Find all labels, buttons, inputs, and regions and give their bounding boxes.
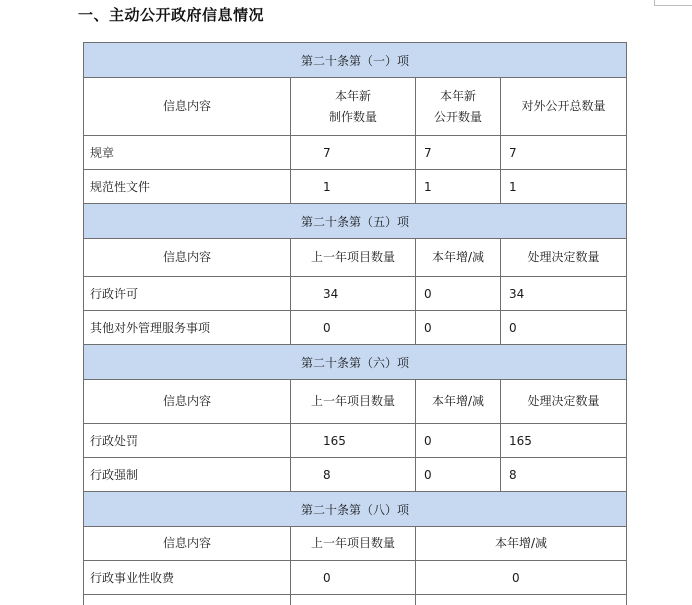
cell-value: 0 bbox=[291, 561, 416, 595]
cell-value: 0 bbox=[416, 311, 501, 345]
row-label: 行政事业性收费 bbox=[84, 561, 291, 595]
disclosure-table bbox=[83, 42, 627, 605]
cell-value: 0 bbox=[416, 458, 501, 492]
column-header: 信息内容 bbox=[84, 78, 291, 136]
column-header: 本年增/减 bbox=[416, 380, 501, 424]
table-row bbox=[84, 458, 627, 492]
table-row bbox=[84, 561, 627, 595]
table-cell bbox=[84, 595, 291, 605]
section-title: 第二十条第（六）项 bbox=[84, 345, 627, 380]
cell-value: 8 bbox=[291, 458, 416, 492]
cell-value: 0 bbox=[416, 561, 627, 595]
column-header: 本年增/减 bbox=[416, 527, 627, 561]
table-cell bbox=[291, 595, 416, 605]
table-row bbox=[84, 170, 627, 204]
cell-value: 165 bbox=[291, 424, 416, 458]
cell-value: 0 bbox=[416, 277, 501, 311]
section-title: 第二十条第（五）项 bbox=[84, 204, 627, 239]
table-cell bbox=[416, 595, 627, 605]
table-row bbox=[84, 136, 627, 170]
cell-value: 165 bbox=[501, 424, 627, 458]
cell-value: 1 bbox=[501, 170, 627, 204]
cell-value: 8 bbox=[501, 458, 627, 492]
cell-value: 7 bbox=[416, 136, 501, 170]
row-label: 规范性文件 bbox=[84, 170, 291, 204]
column-header: 上一年项目数量 bbox=[291, 239, 416, 277]
cell-value: 34 bbox=[291, 277, 416, 311]
table-row bbox=[84, 277, 627, 311]
table-row bbox=[84, 311, 627, 345]
row-label: 行政处罚 bbox=[84, 424, 291, 458]
cell-value: 34 bbox=[501, 277, 627, 311]
page-edge-line bbox=[654, 5, 692, 6]
column-header: 本年新 制作数量 bbox=[291, 78, 416, 136]
column-header: 上一年项目数量 bbox=[291, 380, 416, 424]
section-title: 第二十条第（一）项 bbox=[84, 43, 627, 78]
cell-value: 1 bbox=[291, 170, 416, 204]
column-header: 信息内容 bbox=[84, 239, 291, 277]
column-header: 本年增/减 bbox=[416, 239, 501, 277]
section-heading: 一、主动公开政府信息情况 bbox=[78, 6, 265, 24]
cell-value: 0 bbox=[501, 311, 627, 345]
section-title: 第二十条第（八）项 bbox=[84, 492, 627, 527]
column-header: 信息内容 bbox=[84, 380, 291, 424]
cell-value: 1 bbox=[416, 170, 501, 204]
column-header: 对外公开总数量 bbox=[501, 78, 627, 136]
row-label: 行政强制 bbox=[84, 458, 291, 492]
table-row bbox=[84, 424, 627, 458]
cell-value: 7 bbox=[291, 136, 416, 170]
column-header: 信息内容 bbox=[84, 527, 291, 561]
column-header: 处理决定数量 bbox=[501, 239, 627, 277]
row-label: 其他对外管理服务事项 bbox=[84, 311, 291, 345]
column-header: 上一年项目数量 bbox=[291, 527, 416, 561]
cell-value: 7 bbox=[501, 136, 627, 170]
row-label: 规章 bbox=[84, 136, 291, 170]
cell-value: 0 bbox=[291, 311, 416, 345]
cell-value: 0 bbox=[416, 424, 501, 458]
row-label: 行政许可 bbox=[84, 277, 291, 311]
column-header: 本年新 公开数量 bbox=[416, 78, 501, 136]
column-header: 处理决定数量 bbox=[501, 380, 627, 424]
